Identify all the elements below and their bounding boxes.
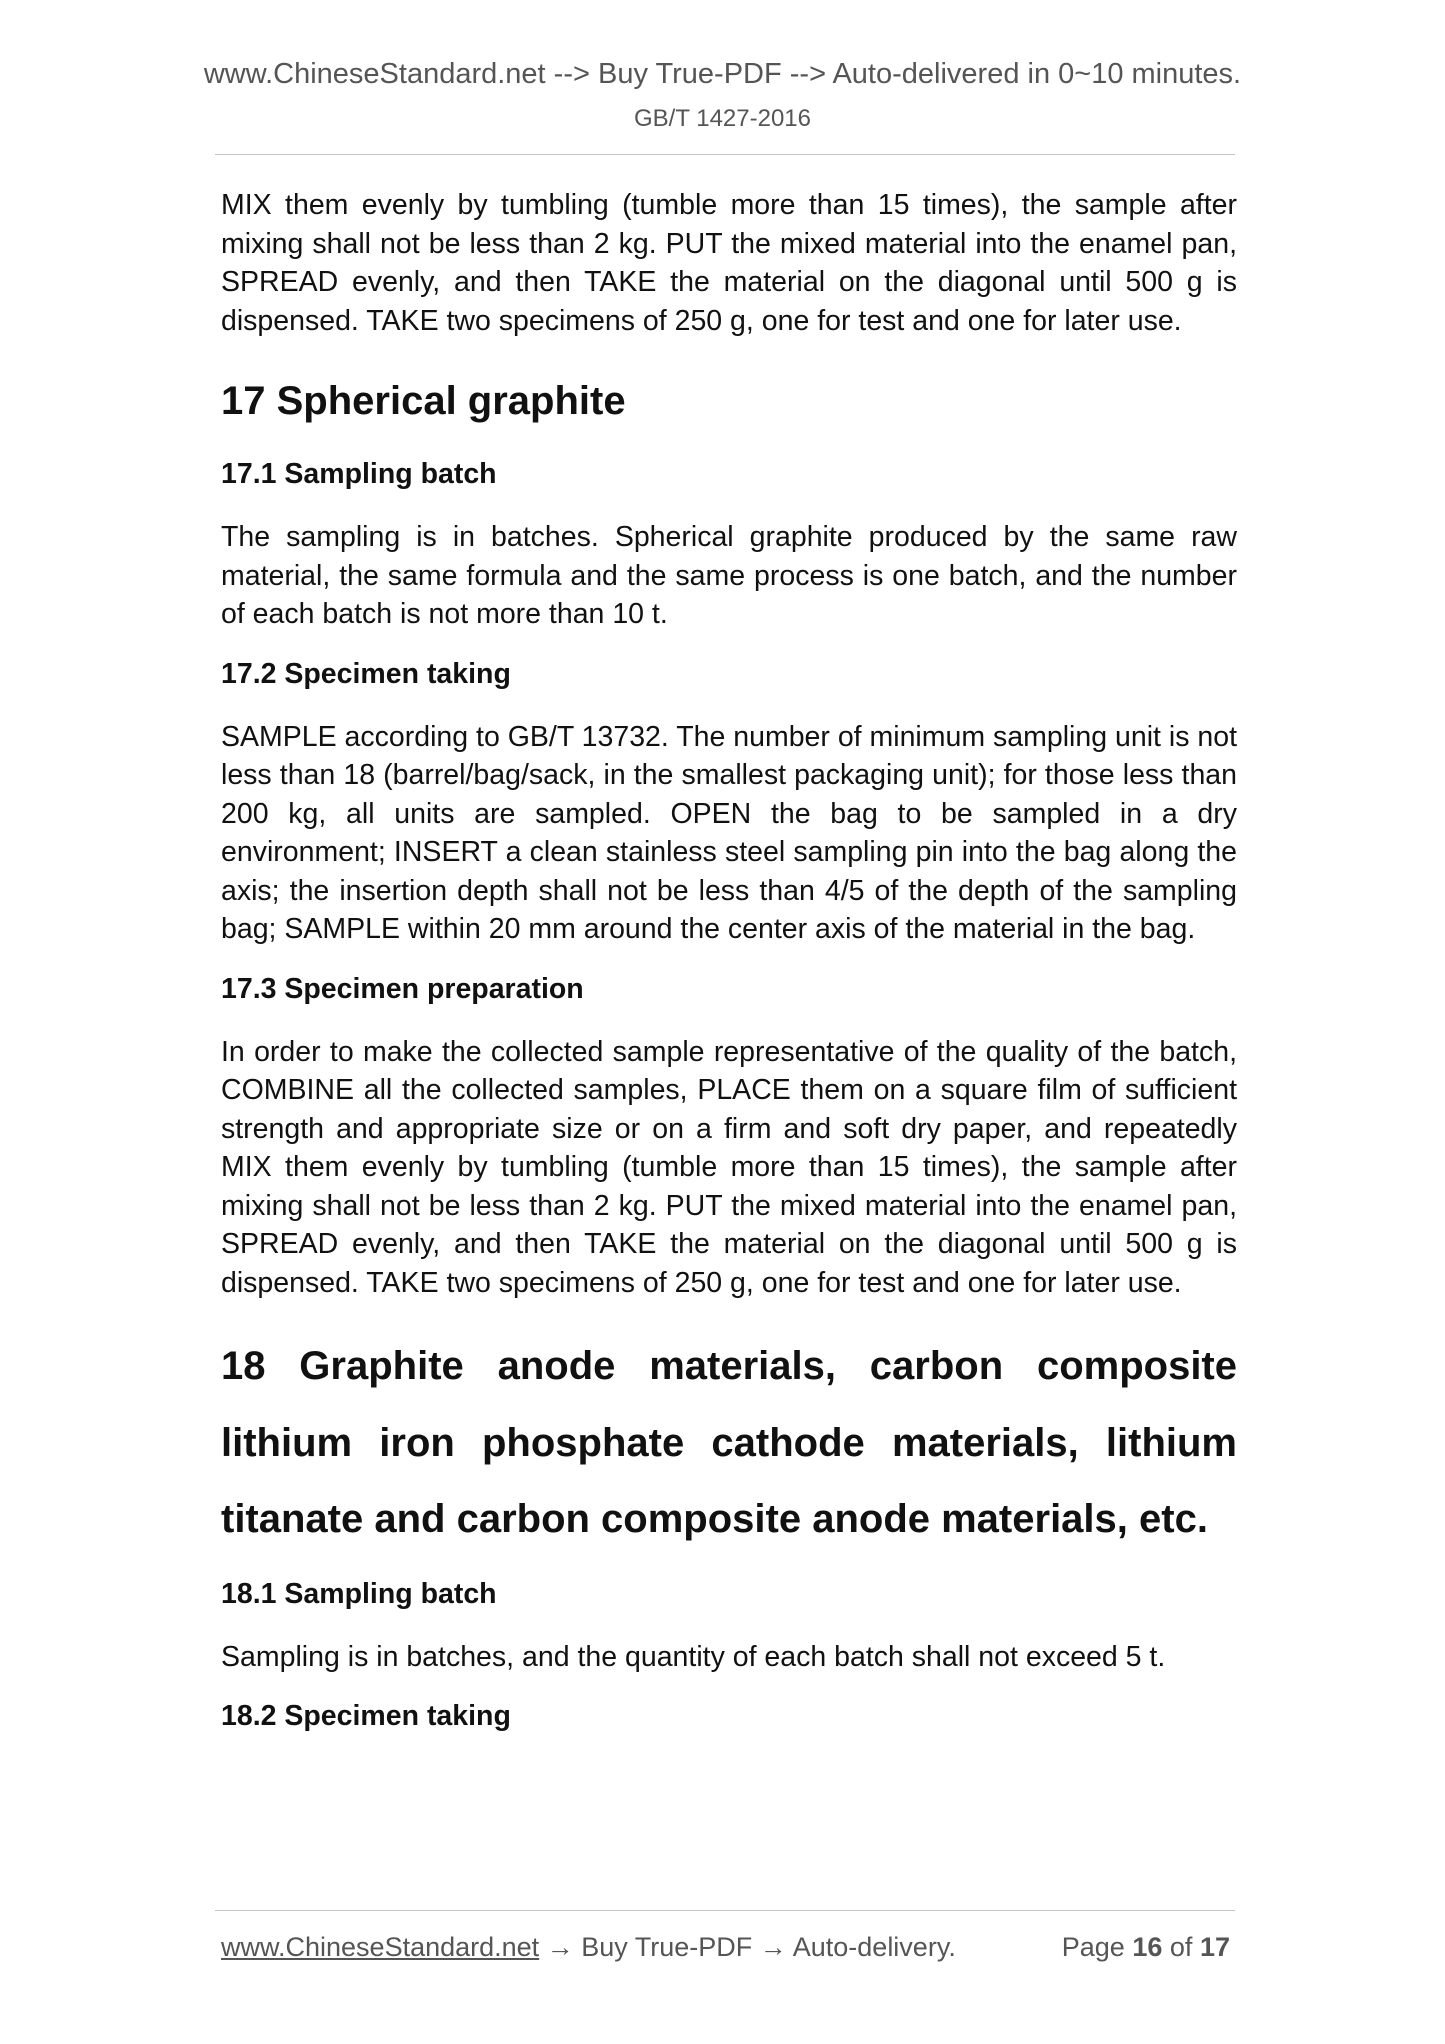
section-18-heading: 18 Graphite anode materials, carbon composite lithium iron phosphate cathode materials, lithium titanate and carbon composite anode materials, etc. bbox=[221, 1344, 1237, 1541]
section-18-2-heading: 18.2 Specimen taking bbox=[221, 1700, 511, 1732]
page-indicator bbox=[1062, 1932, 1230, 1963]
page-content bbox=[221, 186, 1237, 1734]
header-divider bbox=[215, 154, 1235, 155]
header-site-line: www.ChineseStandard.net --> Buy True-PDF --> Auto-delivered in 0~10 minutes. bbox=[203, 58, 1242, 90]
footer-site-link[interactable]: www.ChineseStandard.net bbox=[221, 1932, 540, 1962]
section-17-2-text: SAMPLE according to GB/T 13732. The number of minimum sampling unit is not less than 18 (barrel/bag/sack, in the smallest packaging unit); for those less than 200 kg, all units are sampled. OPEN the bag to be sampled in a dry environment; INSERT a clean stainless steel sampling pin into the bag along the axis; the insertion depth shall not be less than 4/5 of the depth of the sampling bag; SAMPLE within 20 mm around the center axis of the material in the bag. bbox=[221, 720, 1237, 945]
page-label: Page bbox=[1061, 1932, 1125, 1962]
footer-promo-text: → Buy True-PDF → Auto-delivery. bbox=[539, 1932, 956, 1962]
section-17-1-heading: 17.1 Sampling batch bbox=[221, 458, 497, 490]
section-17-3-text: In order to make the collected sample representative of the quality of the batch, COMBINE all the collected samples, PLACE them on a square film of sufficient strength and appropriate size or on a firm and soft dry paper, and repeatedly MIX them evenly by tumbling (tumble more than 15 times), the sample after mixing shall not be less than 2 kg. PUT the mixed material into the enamel pan, SPREAD evenly, and then TAKE the material on the diagonal until 500 g is dispensed. TAKE two specimens of 250 g, one for test and one for later use. bbox=[221, 1035, 1237, 1299]
page-current: 16 bbox=[1132, 1932, 1163, 1962]
section-17-heading: 17 Spherical graphite bbox=[221, 379, 626, 423]
section-18-1-text: Sampling is in batches, and the quantity of each batch shall not exceed 5 t. bbox=[221, 1640, 1166, 1673]
page-of-label: of bbox=[1169, 1932, 1193, 1962]
footer-promo bbox=[221, 1932, 956, 1963]
section-17-2-heading: 17.2 Specimen taking bbox=[221, 657, 511, 690]
page-total: 17 bbox=[1199, 1932, 1230, 1962]
header-doc-code: GB/T 1427-2016 bbox=[633, 105, 811, 132]
section-17-1-text: The sampling is in batches. Spherical graphite produced by the same raw material, the same formula and the same process is one batch, and the number of each batch is not more than 10 t. bbox=[221, 521, 1237, 630]
footer-divider bbox=[215, 1910, 1235, 1911]
intro-paragraph: MIX them evenly by tumbling (tumble more than 15 times), the sample after mixing shall not be less than 2 kg. PUT the mixed material into the enamel pan, SPREAD evenly, and then TAKE the material on the diagonal until 500 g is dispensed. TAKE two specimens of 250 g, one for test and one for later use. bbox=[221, 189, 1237, 337]
section-17-3-heading: 17.3 Specimen preparation bbox=[221, 972, 584, 1005]
section-18-1-heading: 18.1 Sampling batch bbox=[221, 1577, 497, 1610]
